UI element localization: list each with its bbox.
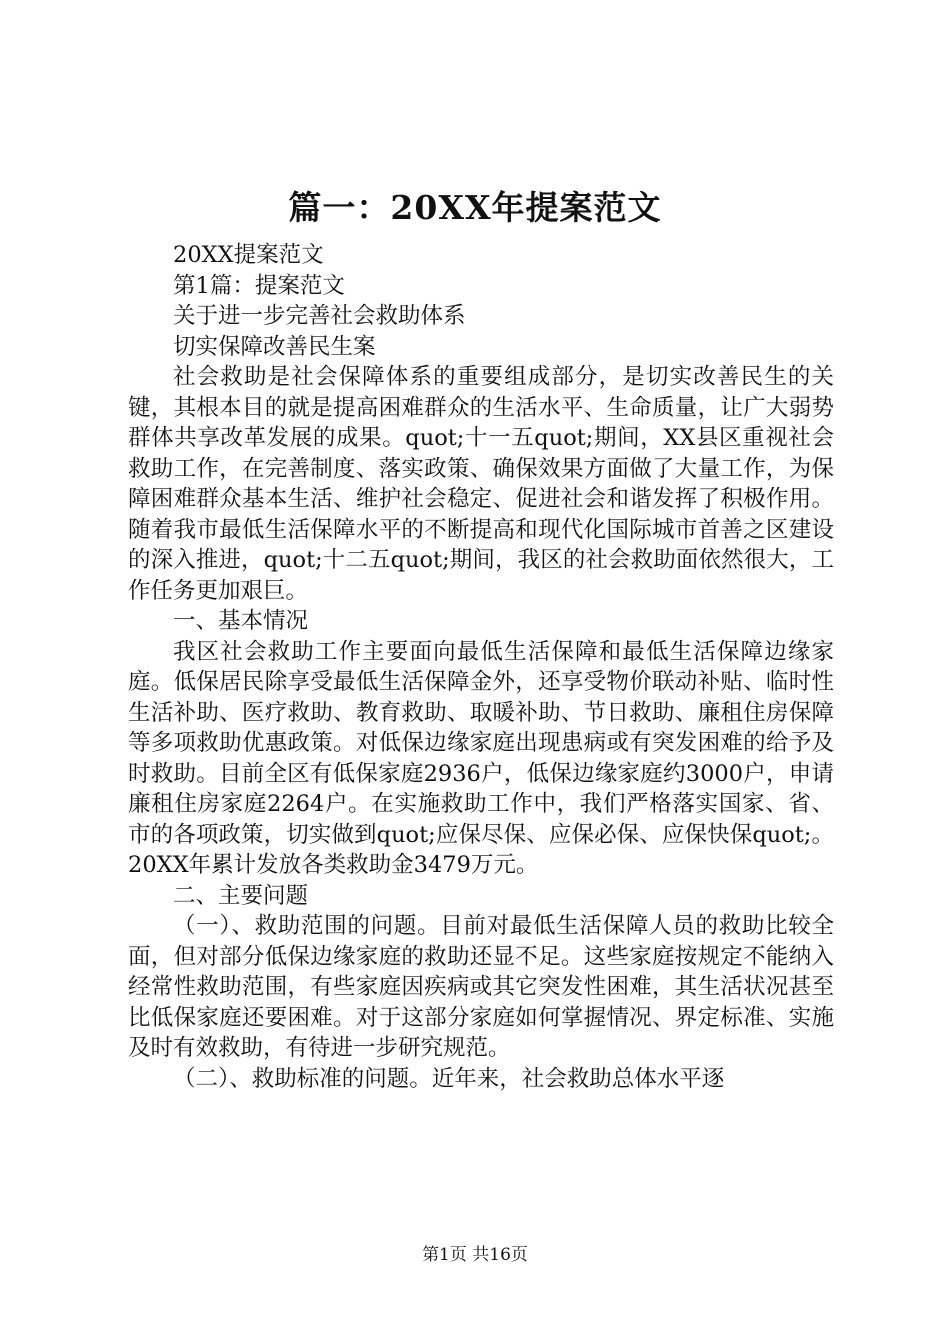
section-heading-problems: 二、主要问题 <box>173 882 309 909</box>
document-title: 篇一：20XX年提案范文 <box>288 188 662 227</box>
paragraph-heading-part: 第1篇：提案范文 <box>173 272 345 299</box>
section-heading-basic: 一、基本情况 <box>173 608 309 634</box>
paragraph-problem-scope: （一）、救助范围的问题。目前对最低生活保障人员的救助比较全面，但对部分低保边缘家庭的救助还显不足。这些家庭按规定不能纳入经常性救助范围，有些家庭因疾病或其它突发性困难，其生活状况甚至比低保家庭还要困难。对于这部分家庭如何掌握情况、界定标准、实施及时有效救助，有待进一步研究规范。 <box>128 913 834 1061</box>
paragraph-proposal-title-line2: 切实保障改善民生案 <box>173 333 376 360</box>
paragraph-problem-standard: （二）、救助标准的问题。近年来，社会救助总体水平逐 <box>173 1065 725 1092</box>
document-body <box>128 240 834 1094</box>
paragraph-basic-situation: 我区社会救助工作主要面向最低生活保障和最低生活保障边缘家庭。低保居民除享受最低生活保障金外，还享受物价联动补贴、临时性生活补助、医疗救助、教育救助、取暖补助、节日救助、廉租住房保障等多项救助优惠政策。对低保边缘家庭出现患病或有突发困难的给予及时救助。目前全区有低保家庭2936户，低保边缘家庭约3000户，申请廉租住房家庭2264户。在实施救助工作中，我们严格落实国家、省、市的各项政策，切实做到quot;应保尽保、应保必保、应保快保quot;。20XX年累计发放各类救助金3479万元。 <box>128 638 834 878</box>
page-footer: 第1页 共16页 <box>422 1245 528 1265</box>
paragraph-heading-year: 20XX提案范文 <box>173 242 324 268</box>
paragraph-intro: 社会救助是社会保障体系的重要组成部分，是切实改善民生的关键，其根本目的就是提高困难群众的生活水平、生命质量，让广大弱势群体共享改革发展的成果。quot;十一五quot;期间，XX县区重视社会救助工作，在完善制度、落实政策、确保效果方面做了大量工作，为保障困难群众基本生活、维护社会稳定、促进社会和谐发挥了积极作用。随着我市最低生活保障水平的不断提高和现代化国际城市首善之区建设的深入推进，quot;十二五quot;期间，我区的社会救助面依然很大，工作任务更加艰巨。 <box>128 364 834 604</box>
paragraph-proposal-title-line1: 关于进一步完善社会救助体系 <box>173 303 466 329</box>
